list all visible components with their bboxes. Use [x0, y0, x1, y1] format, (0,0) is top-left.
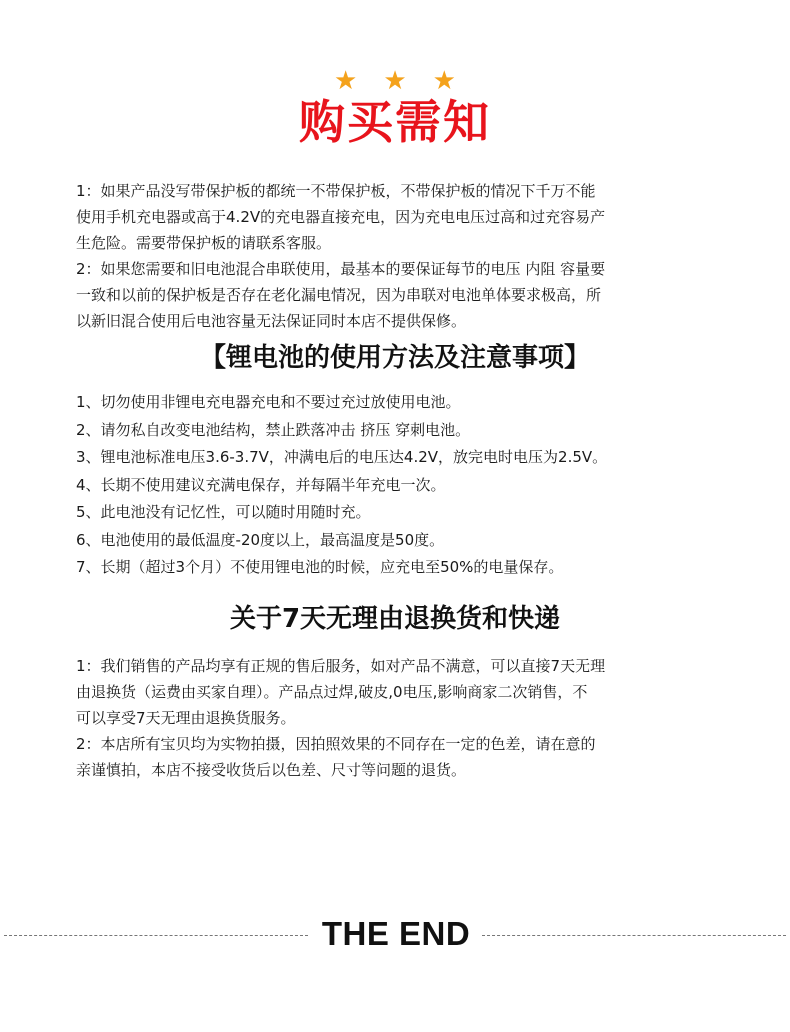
list-item: 7、长期（超过3个月）不使用锂电池的时候，应充电至50%的电量保存。: [76, 558, 564, 576]
returns-paragraph-2: 2：本店所有宝贝均为实物拍摄，因拍照效果的不同存在一定的色差，请在意的 亲谨慎拍，本店不接受收货后以色差、尺寸等问题的退货。: [76, 735, 596, 779]
footer-end: [0, 912, 790, 956]
returns-section-title: 关于7天无理由退换货和快递: [229, 604, 561, 634]
list-item: 2、请勿私自改变电池结构，禁止跌落冲击 挤压 穿刺电池。: [76, 420, 471, 439]
list-item: 3、锂电池标准电压3.6-3.7V，冲满电后的电压达4.2V，放完电时电压为2.5V。: [76, 448, 608, 466]
rating-stars: [0, 68, 790, 94]
list-item: 1、切勿使用非锂电充电器充电和不要过充过放使用电池。: [76, 393, 461, 411]
list-item: 4、长期不使用建议充满电保存，并每隔半年充电一次。: [76, 475, 446, 494]
star-icon: ★: [383, 66, 407, 96]
divider-left: [4, 935, 308, 936]
divider-right: [482, 935, 786, 936]
usage-list: [76, 389, 756, 582]
usage-section-title: 【锂电池的使用方法及注意事项】: [199, 343, 590, 373]
star-icon: ★: [334, 66, 358, 96]
page-title: 购买需知: [299, 95, 491, 149]
end-label: THE END: [321, 915, 471, 952]
returns-paragraph-1: 1：我们销售的产品均享有正规的售后服务，如对产品不满意，可以直接7天无理 由退换货（运费由买家自理）。产品点过焊,破皮,0电压,影响商家二次销售，不 可以享受7天无理由退换货服务。: [76, 657, 606, 727]
list-item: 5、此电池没有记忆性，可以随时用随时充。: [76, 503, 371, 521]
list-item: 6、电池使用的最低温度-20度以上，最高温度是50度。: [76, 530, 445, 549]
notice-paragraph-2: 2：如果您需要和旧电池混合串联使用，最基本的要保证每节的电压 内阻 容量要 一致和以前的保护板是否存在老化漏电情况，因为串联对电池单体要求极高，所 以新旧混合使用后电池容量无法保证同时本店不提供保修。: [76, 260, 606, 330]
star-icon: ★: [432, 66, 456, 96]
notice-paragraph-1: 1：如果产品没写带保护板的都统一不带保护板，不带保护板的情况下千万不能 使用手机充电器或高于4.2V的充电器直接充电，因为充电电压过高和过充容易产 生危险。需要带保护板的请联系客服。: [76, 182, 606, 252]
